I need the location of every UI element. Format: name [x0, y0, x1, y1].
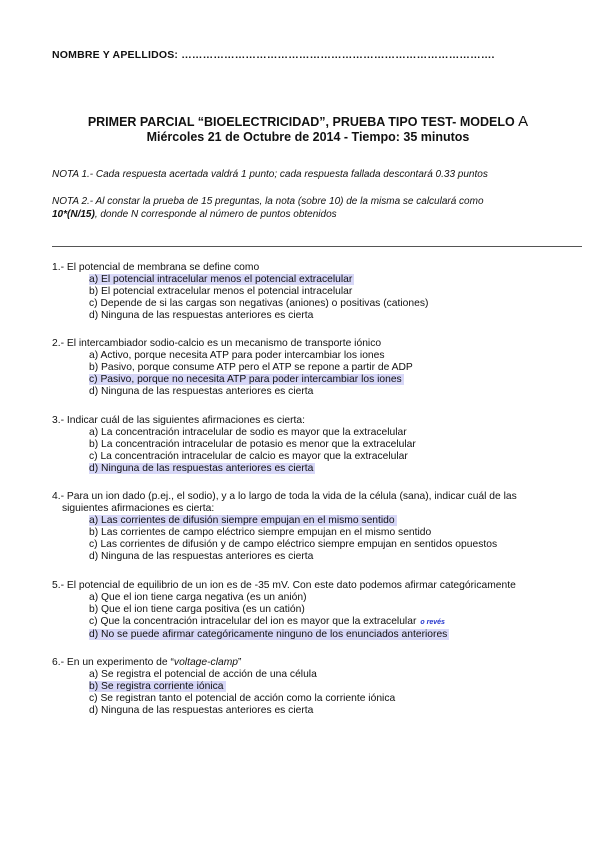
highlighted-answer: b) Se registra corriente iónica	[89, 681, 224, 692]
exam-model-letter: A	[518, 113, 529, 130]
option-c[interactable]	[52, 374, 592, 386]
question-stem: 5.- El potencial de equilibrio de un ion es de -35 mV. Con este dato podemos afirmar categóricamente	[52, 580, 516, 591]
option-d[interactable]	[52, 463, 592, 475]
exam-subtitle: Miércoles 21 de Octubre de 2014 - Tiempo: 35 minutos	[146, 130, 470, 144]
divider-line	[52, 246, 582, 247]
option-c[interactable]: c) Las corrientes de difusión y de campo eléctrico siempre empujan en sentidos opuestos	[89, 539, 498, 550]
question-stem: 2.- El intercambiador sodio-calcio es un mecanismo de transporte iónico	[52, 338, 382, 349]
option-d[interactable]: d) Ninguna de las respuestas anteriores es cierta	[89, 551, 314, 562]
question-stem: 4.- Para un ion dado (p.ej., el sodio), y a lo largo de toda la vida de la célula (sana), indicar cuál de las	[52, 491, 517, 502]
highlighted-answer: a) Las corrientes de difusión siempre empujan en el mismo sentido	[89, 515, 395, 526]
question-stem-continued: siguientes afirmaciones es cierta:	[62, 503, 215, 514]
option-b[interactable]: b) El potencial extracelular menos el potencial intracelular	[89, 286, 353, 297]
question-stem: 3.- Indicar cuál de las siguientes afirmaciones es cierta:	[52, 415, 305, 426]
highlighted-answer: d) Ninguna de las respuestas anteriores es cierta	[89, 463, 314, 474]
note-1: NOTA 1.- Cada respuesta acertada valdrá 1 punto; cada respuesta fallada descontará 0.33 puntos	[52, 169, 488, 180]
question-stem-prefix: 6.- En un experimento de “	[52, 657, 174, 668]
highlighted-answer: d) No se puede afirmar categóricamente ninguno de los enunciados anteriores	[89, 629, 448, 640]
highlighted-answer: a) El potencial intracelular menos el potencial extracelular	[89, 274, 353, 285]
question-5	[52, 580, 592, 641]
option-c[interactable]: c) Se registran tanto el potencial de acción como la corriente iónica	[89, 693, 396, 704]
exam-title-text: PRIMER PARCIAL “BIOELECTRICIDAD”, PRUEBA TIPO TEST- MODELO	[87, 115, 519, 129]
option-a[interactable]	[52, 515, 592, 527]
question-stem-suffix: ”	[238, 657, 242, 668]
question-1	[52, 262, 592, 322]
handwritten-annotation: o revés	[420, 619, 445, 626]
highlighted-answer: c) Pasivo, porque no necesita ATP para poder intercambiar los iones	[89, 374, 402, 385]
option-c[interactable]: c) Depende de si las cargas son negativas (aniones) o positivas (cationes)	[89, 298, 429, 309]
option-d[interactable]: d) Ninguna de las respuestas anteriores es cierta	[89, 705, 314, 716]
option-b[interactable]: b) La concentración intracelular de potasio es menor que la extracelular	[89, 439, 416, 450]
note-2-rest: , donde N corresponde al número de puntos obtenidos	[94, 208, 337, 220]
option-a[interactable]: a) Activo, porque necesita ATP para poder intercambiar los iones	[89, 350, 385, 361]
option-c[interactable]	[52, 616, 592, 629]
option-d[interactable]	[52, 629, 592, 641]
note-2	[52, 196, 572, 221]
note-2-formula: 10*(N/15)	[52, 208, 95, 220]
question-6	[52, 657, 592, 717]
option-b[interactable]: b) Que el ion tiene carga positiva (es un catión)	[89, 604, 305, 615]
option-c-text: c) Que la concentración intracelular del ion es mayor que la extracelular	[89, 616, 417, 627]
option-b[interactable]	[52, 681, 592, 693]
exam-title	[0, 113, 616, 130]
question-stem: 1.- El potencial de membrana se define como	[52, 262, 260, 273]
name-field-line: NOMBRE Y APELLIDOS: …………………………………………………………………………….	[52, 49, 495, 61]
option-b[interactable]: b) Pasivo, porque consume ATP pero el ATP se repone a partir de ADP	[89, 362, 413, 373]
option-c[interactable]: c) La concentración intracelular de calcio es mayor que la extracelular	[89, 451, 408, 462]
option-a[interactable]: a) Que el ion tiene carga negativa (es un anión)	[89, 592, 307, 603]
option-a[interactable]: a) Se registra el potencial de acción de una célula	[89, 669, 317, 680]
note-2-text: NOTA 2.- Al constar la prueba de 15 preguntas, la nota (sobre 10) de la misma se calculará como	[52, 196, 484, 207]
option-a[interactable]: a) La concentración intracelular de sodio es mayor que la extracelular	[89, 427, 407, 438]
option-d[interactable]: d) Ninguna de las respuestas anteriores es cierta	[89, 386, 314, 397]
question-2	[52, 338, 592, 398]
question-3	[52, 415, 592, 475]
question-4	[52, 491, 592, 563]
option-b[interactable]: b) Las corrientes de campo eléctrico siempre empujan en el mismo sentido	[89, 527, 432, 538]
option-a[interactable]	[52, 274, 592, 286]
question-stem	[52, 657, 592, 669]
question-stem-italic: voltage-clamp	[173, 657, 239, 668]
option-d[interactable]: d) Ninguna de las respuestas anteriores es cierta	[89, 310, 314, 321]
